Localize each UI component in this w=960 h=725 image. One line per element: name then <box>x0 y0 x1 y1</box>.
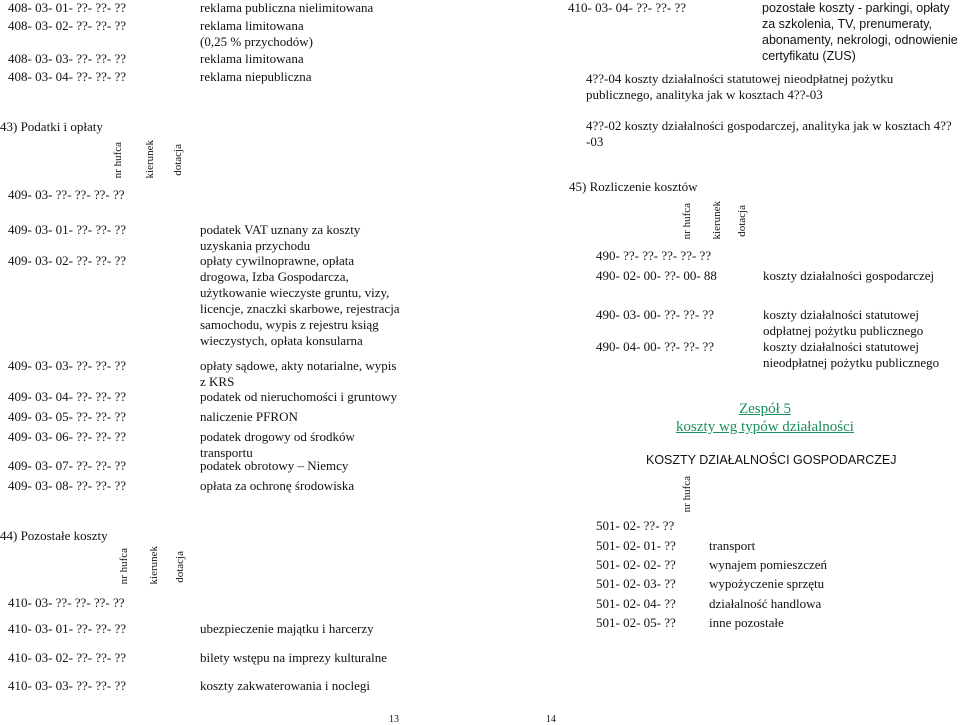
header-dotacja: dotacja <box>174 551 186 583</box>
section-43-base-code: 409- 03- ??- ??- ??- ?? <box>8 187 125 202</box>
page-number-left: 13 <box>389 714 399 725</box>
row-code: 409- 03- 04- ??- ??- ?? <box>8 389 127 404</box>
row-code: 490- 02- 00- ??- 00- 88 <box>596 268 717 283</box>
row-desc: bilety wstępu na imprezy kulturalne <box>200 650 388 665</box>
row-desc: ubezpieczenie majątku i harcerzy <box>200 621 374 636</box>
row-desc: opłaty cywilnoprawne, opłata drogowa, Izba Gospodarcza, użytkowanie wieczyste gruntu, vizy, licencje, znaczki skarbowe, rejestracja samochodu, wypis z rejestru ksiąg wieczystych, opłata konsularna <box>200 253 400 348</box>
header-nr-hufca: nr hufca <box>681 476 693 513</box>
header-nr-hufca: nr hufca <box>681 203 693 240</box>
row-code: 409- 03- 03- ??- ??- ?? <box>8 358 127 373</box>
row-code: 409- 03- 08- ??- ??- ?? <box>8 478 127 493</box>
row-desc: opłaty sądowe, akty notarialne, wypis z KRS <box>200 358 397 389</box>
section-45-base-code: 490- ??- ??- ??- ??- ?? <box>596 248 712 263</box>
note-business: 4??-02 koszty działalności gospodarczej, analityka jak w kosztach 4??-03 <box>586 118 952 149</box>
row-code: 408- 03- 02- ??- ??- ?? <box>8 18 127 33</box>
team-5-subtitle: koszty wg typów działalności <box>676 419 854 435</box>
row-code: 410- 03- 03- ??- ??- ?? <box>8 678 127 693</box>
row-desc: działalność handlowa <box>709 596 822 611</box>
section-45-title: 45) Rozliczenie kosztów <box>569 179 698 194</box>
row-code: 490- 04- 00- ??- ??- ?? <box>596 339 715 354</box>
row-code: 490- 03- 00- ??- ??- ?? <box>596 307 715 322</box>
row-desc: podatek drogowy od środków transportu <box>200 429 355 460</box>
row-code: 408- 03- 04- ??- ??- ?? <box>8 69 127 84</box>
right-top-desc: pozostałe koszty - parkingi, opłaty za szkolenia, TV, prenumeraty, abonamenty, nekrologi, odnowienie certyfikatu (ZUS) <box>762 1 958 63</box>
row-code: 410- 03- 01- ??- ??- ?? <box>8 621 127 636</box>
row-code: 501- 02- 03- ?? <box>596 576 676 591</box>
right-top-code: 410- 03- 04- ??- ??- ?? <box>568 0 687 15</box>
row-desc: koszty działalności gospodarczej <box>763 268 935 283</box>
row-desc: inne pozostałe <box>709 615 784 630</box>
row-desc: podatek od nieruchomości i gruntowy <box>200 389 398 404</box>
header-dotacja: dotacja <box>736 205 748 237</box>
header-kierunek: kierunek <box>148 546 160 585</box>
row-code: 501- 02- 05- ?? <box>596 615 676 630</box>
row-code: 501- 02- 02- ?? <box>596 557 676 572</box>
row-code: 408- 03- 03- ??- ??- ?? <box>8 51 127 66</box>
section-44-title: 44) Pozostałe koszty <box>0 528 108 543</box>
section-43-title: 43) Podatki i opłaty <box>0 119 103 134</box>
row-desc: podatek obrotowy – Niemcy <box>200 458 349 473</box>
header-nr-hufca: nr hufca <box>112 142 124 179</box>
row-code: 501- 02- 01- ?? <box>596 538 676 553</box>
row-desc: podatek VAT uznany za koszty uzyskania przychodu <box>200 222 361 253</box>
row-code: 408- 03- 01- ??- ??- ?? <box>8 0 127 15</box>
row-desc: reklama limitowana <box>200 51 304 66</box>
business-costs-heading: KOSZTY DZIAŁALNOŚCI GOSPODARCZEJ <box>646 453 897 467</box>
row-desc: opłata za ochronę środowiska <box>200 478 355 493</box>
row-desc: reklama limitowana (0,25 % przychodów) <box>200 18 313 49</box>
header-kierunek: kierunek <box>144 140 156 179</box>
row-desc: reklama publiczna nielimitowana <box>200 0 374 15</box>
row-code: 409- 03- 02- ??- ??- ?? <box>8 253 127 268</box>
header-nr-hufca: nr hufca <box>118 548 130 585</box>
header-dotacja: dotacja <box>172 144 184 176</box>
row-code: 409- 03- 05- ??- ??- ?? <box>8 409 127 424</box>
section-44-base-code: 410- 03- ??- ??- ??- ?? <box>8 595 125 610</box>
row-desc: koszty działalności statutowej nieodpłatnej pożytku publicznego <box>763 339 940 370</box>
row-desc: koszty działalności statutowej odpłatnej pożytku publicznego <box>763 307 924 338</box>
row-code: 409- 03- 01- ??- ??- ?? <box>8 222 127 237</box>
row-desc: wypożyczenie sprzętu <box>709 576 825 591</box>
row-code: 501- 02- 04- ?? <box>596 596 676 611</box>
note-statutory-free: 4??-04 koszty działalności statutowej nieodpłatnej pożytku publicznego, analityka jak w kosztach 4??-03 <box>586 71 894 102</box>
team-5-title: Zespół 5 <box>738 401 792 417</box>
row-code: 501- 02- ??- ?? <box>596 518 675 533</box>
row-desc: koszty zakwaterowania i noclegi <box>200 678 371 693</box>
page-number-right: 14 <box>546 714 556 725</box>
row-desc: wynajem pomieszczeń <box>709 557 828 572</box>
row-code: 409- 03- 07- ??- ??- ?? <box>8 458 127 473</box>
row-desc: reklama niepubliczna <box>200 69 312 84</box>
row-code: 410- 03- 02- ??- ??- ?? <box>8 650 127 665</box>
row-desc: naliczenie PFRON <box>200 409 298 424</box>
header-kierunek: kierunek <box>711 201 723 240</box>
row-desc: transport <box>709 538 756 553</box>
row-code: 409- 03- 06- ??- ??- ?? <box>8 429 127 444</box>
